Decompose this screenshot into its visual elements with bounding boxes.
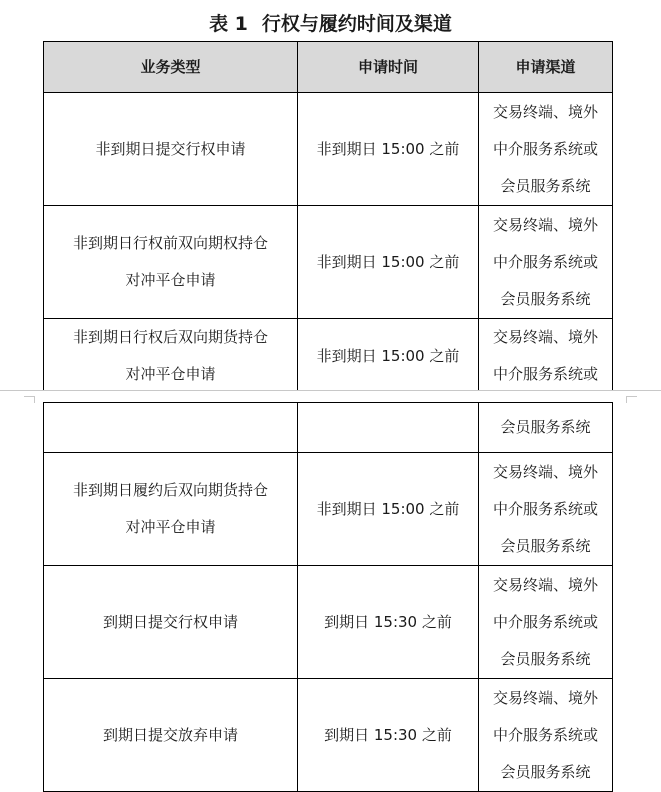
table-row bbox=[44, 93, 613, 206]
channel-line: 中介服务系统或 bbox=[492, 499, 598, 518]
table-title bbox=[0, 11, 661, 37]
channel-line: 交易终端、境外 bbox=[492, 575, 598, 594]
channel-line: 中介服务系统或 bbox=[492, 725, 598, 744]
table-caption: 行权与履约时间及渠道 bbox=[261, 13, 452, 35]
table-row bbox=[44, 319, 613, 394]
channel-line: 交易终端、境外 bbox=[492, 102, 598, 121]
apply-channel-cell bbox=[479, 319, 613, 394]
apply-time-cell bbox=[298, 403, 479, 453]
channel-line: 会员服务系统 bbox=[500, 176, 591, 195]
channel-line: 交易终端、境外 bbox=[492, 462, 598, 481]
business-type-cell bbox=[44, 93, 298, 206]
business-type-line: 非到期日行权前双向期权持仓 bbox=[72, 234, 268, 252]
business-type-line: 对冲平仓申请 bbox=[125, 518, 216, 536]
header-apply-channel: 申请渠道 bbox=[479, 42, 613, 93]
table-row bbox=[44, 679, 613, 792]
apply-channel-cell bbox=[479, 403, 613, 453]
business-type-cell bbox=[44, 206, 298, 319]
channel-table-page-1 bbox=[43, 41, 613, 394]
business-type-cell bbox=[44, 319, 298, 394]
apply-channel-cell bbox=[479, 93, 613, 206]
channel-line: 交易终端、境外 bbox=[492, 688, 598, 707]
business-type-line: 非到期日履约后双向期货持仓 bbox=[72, 481, 268, 499]
page-margin-mark-left bbox=[24, 396, 35, 403]
channel-line: 中介服务系统或 bbox=[492, 365, 598, 383]
business-type-cell bbox=[44, 679, 298, 792]
table-row bbox=[44, 453, 613, 566]
apply-time-cell: 非到期日 15:00 之前 bbox=[298, 453, 479, 566]
business-type-line: 对冲平仓申请 bbox=[125, 271, 216, 289]
table-row bbox=[44, 206, 613, 319]
apply-time-cell: 非到期日 15:00 之前 bbox=[298, 319, 479, 394]
channel-line: 会员服务系统 bbox=[500, 536, 591, 555]
business-type-cell bbox=[44, 403, 298, 453]
channel-line: 交易终端、境外 bbox=[492, 328, 598, 346]
channel-line: 会员服务系统 bbox=[500, 649, 591, 668]
table-row bbox=[44, 403, 613, 453]
page-margin-mark-right bbox=[626, 396, 637, 403]
apply-time-cell: 到期日 15:30 之前 bbox=[298, 566, 479, 679]
channel-line: 中介服务系统或 bbox=[492, 612, 598, 631]
business-type-line: 非到期日行权后双向期货持仓 bbox=[72, 328, 268, 346]
business-type-cell bbox=[44, 453, 298, 566]
apply-channel-cell bbox=[479, 453, 613, 566]
business-type-line: 非到期日提交行权申请 bbox=[95, 139, 246, 158]
header-apply-time: 申请时间 bbox=[298, 42, 479, 93]
channel-line: 中介服务系统或 bbox=[492, 139, 598, 158]
table-header-row bbox=[44, 42, 613, 93]
channel-line: 会员服务系统 bbox=[500, 762, 591, 781]
header-business-type: 业务类型 bbox=[44, 42, 298, 93]
apply-time-cell: 非到期日 15:00 之前 bbox=[298, 206, 479, 319]
business-type-line: 到期日提交行权申请 bbox=[102, 612, 238, 631]
business-type-line: 到期日提交放弃申请 bbox=[102, 725, 238, 744]
table-row bbox=[44, 566, 613, 679]
table-number: 表 1 bbox=[209, 13, 248, 35]
apply-channel-cell bbox=[479, 566, 613, 679]
channel-line: 会员服务系统 bbox=[500, 418, 591, 436]
apply-channel-cell bbox=[479, 206, 613, 319]
business-type-cell bbox=[44, 566, 298, 679]
channel-line: 中介服务系统或 bbox=[492, 252, 598, 271]
business-type-line: 对冲平仓申请 bbox=[125, 365, 216, 383]
apply-time-cell: 非到期日 15:00 之前 bbox=[298, 93, 479, 206]
apply-channel-cell bbox=[479, 679, 613, 792]
apply-time-cell: 到期日 15:30 之前 bbox=[298, 679, 479, 792]
channel-line: 交易终端、境外 bbox=[492, 215, 598, 234]
channel-line: 会员服务系统 bbox=[500, 289, 591, 308]
channel-table-page-2 bbox=[43, 402, 613, 792]
